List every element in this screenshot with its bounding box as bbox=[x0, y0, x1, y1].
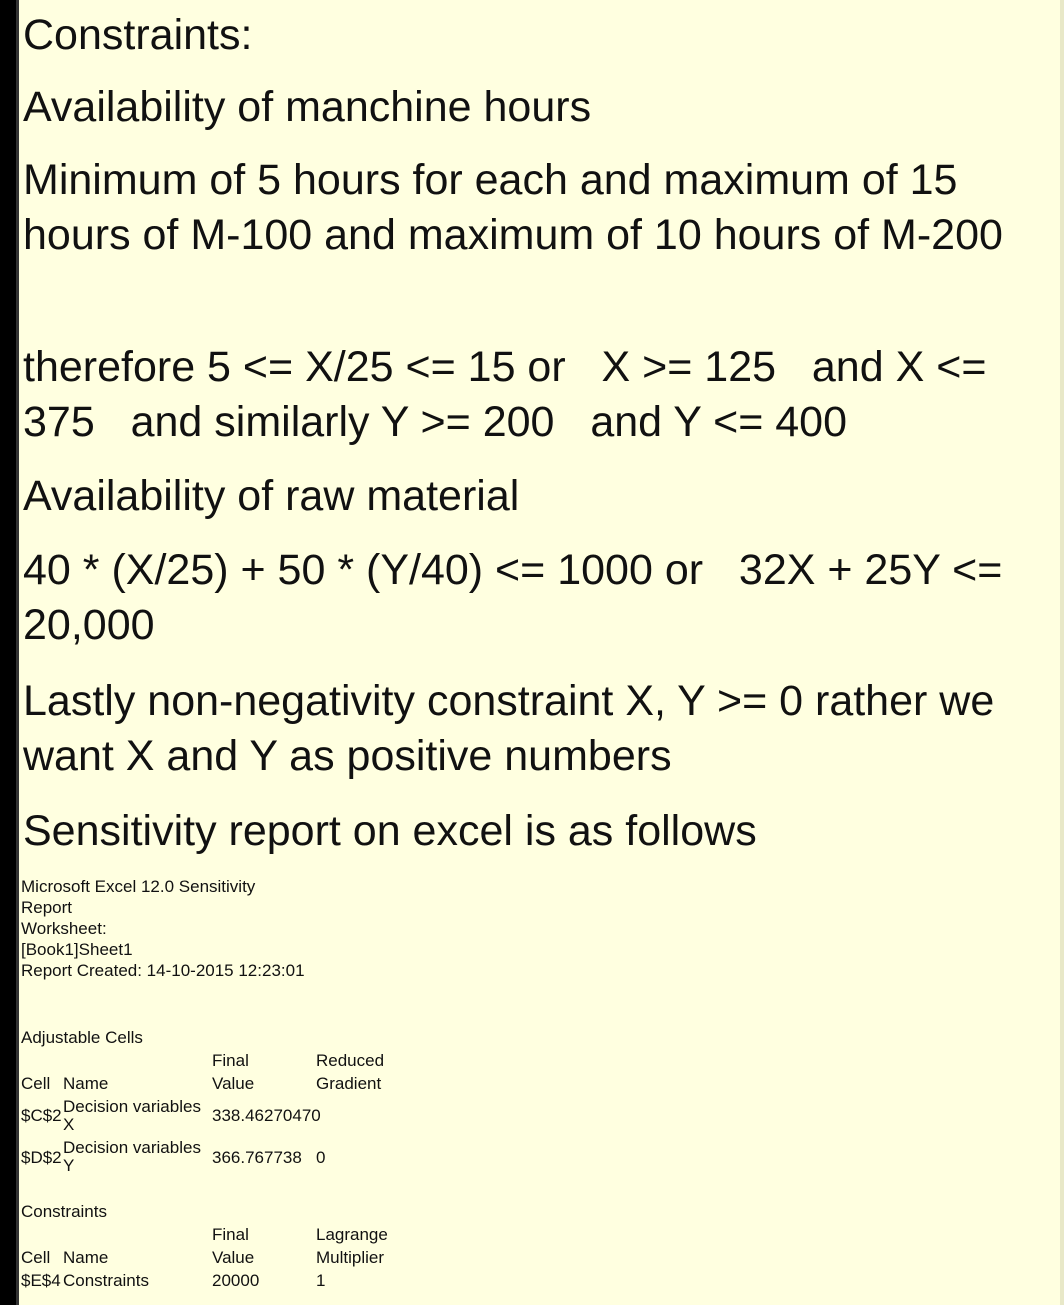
report-created: Report Created: 14-10-2015 12:23:01 bbox=[21, 961, 305, 980]
con-row-1-lagrange: 1 bbox=[316, 1271, 326, 1290]
con-col-final-1: Final bbox=[212, 1225, 249, 1244]
raw-material-expression: 40 * (X/25) + 50 * (Y/40) <= 1000 or 32X + 25Y <= 20,000 bbox=[23, 546, 1015, 649]
report-header bbox=[19, 876, 321, 981]
con-row-1-cell: $E$4 bbox=[21, 1271, 61, 1290]
constraints-heading: Constraints: bbox=[23, 11, 253, 59]
con-row-1-final: 20000 bbox=[212, 1271, 260, 1290]
adj-col-reduced-2: Gradient bbox=[316, 1074, 382, 1093]
adj-row-2-cell: $D$2 bbox=[21, 1148, 62, 1167]
con-col-lagrange-1: Lagrange bbox=[316, 1225, 388, 1244]
adj-col-final-1: Final bbox=[212, 1051, 249, 1070]
worksheet-value: [Book1]Sheet1 bbox=[21, 940, 133, 959]
report-title-line2: Report bbox=[21, 898, 73, 917]
therefore-inequality: therefore 5 <= X/25 <= 15 or X >= 125 and X <= 375 and similarly Y >= 200 and Y <= 400 bbox=[23, 343, 999, 446]
con-col-name: Name bbox=[63, 1248, 109, 1267]
con-col-lagrange-2: Multiplier bbox=[316, 1248, 385, 1267]
availability-machine-hours: Availability of manchine hours bbox=[23, 83, 592, 131]
non-negativity-text: Lastly non-negativity constraint X, Y >= 0 rather we want X and Y as positive numbers bbox=[23, 677, 1007, 780]
adjustable-cells-title: Adjustable Cells bbox=[21, 1028, 143, 1047]
left-border-bar bbox=[0, 0, 16, 1305]
adj-row-1-final: 338.46270470 bbox=[212, 1106, 321, 1125]
con-col-final-2: Value bbox=[212, 1248, 255, 1267]
adj-row-1-name-2: X bbox=[63, 1115, 75, 1134]
adj-row-1-name-1: Decision variables bbox=[63, 1097, 201, 1116]
adj-col-final-2: Value bbox=[212, 1074, 255, 1093]
con-col-cell: Cell bbox=[21, 1248, 51, 1267]
report-title-line1: Microsoft Excel 12.0 Sensitivity bbox=[21, 877, 256, 896]
adj-row-2-name-2: Y bbox=[63, 1156, 75, 1175]
adj-col-cell: Cell bbox=[21, 1074, 51, 1093]
sensitivity-intro: Sensitivity report on excel is as follows bbox=[23, 807, 757, 855]
adj-col-reduced-1: Reduced bbox=[316, 1051, 385, 1070]
adj-row-2-name-1: Decision variables bbox=[63, 1138, 201, 1157]
availability-raw-material: Availability of raw material bbox=[23, 472, 520, 520]
adj-row-1-cell: $C$2 bbox=[21, 1106, 62, 1125]
adj-row-2-final: 366.767738 bbox=[212, 1148, 302, 1167]
worksheet-label: Worksheet: bbox=[21, 919, 107, 938]
adj-row-2-reduced: 0 bbox=[316, 1148, 326, 1167]
adj-col-name: Name bbox=[63, 1074, 109, 1093]
con-row-1-name: Constraints bbox=[63, 1271, 149, 1290]
document-body bbox=[16, 0, 1060, 1305]
minmax-hours-text: Minimum of 5 hours for each and maximum of 15 hours of M-100 and maximum of 10 hours of M-200 bbox=[23, 156, 1003, 259]
constraints-table-title: Constraints bbox=[21, 1202, 107, 1221]
